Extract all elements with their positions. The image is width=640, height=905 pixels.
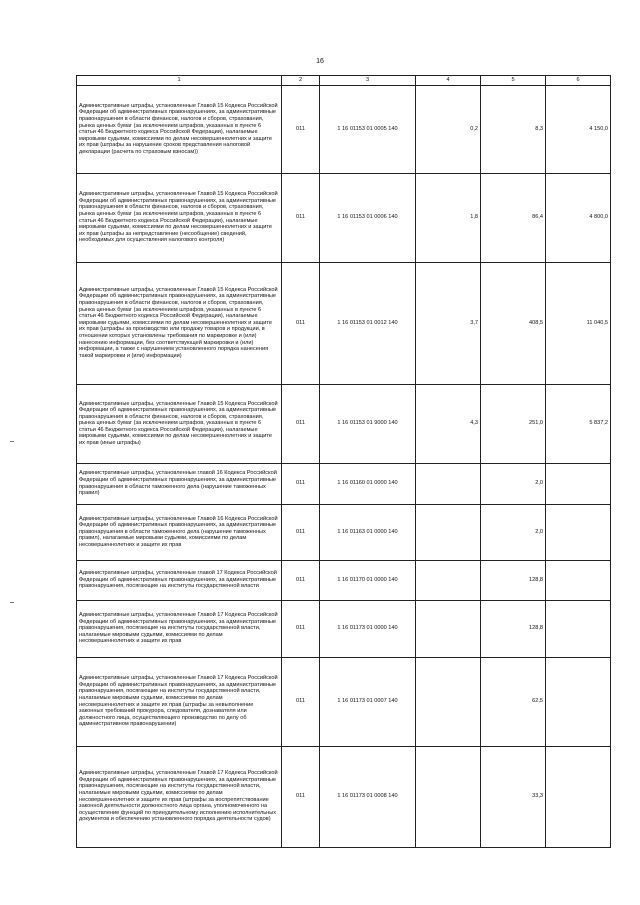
row-admin-code: 011 xyxy=(282,560,320,600)
row-description: Административные штрафы, установленные главой 17 Кодекса Российской Федерации об административных правонарушениях, за административные правонарушения, посягающие на институты государственной власти xyxy=(77,560,282,600)
row-col5: 408,5 xyxy=(481,262,546,384)
column-header: 4 xyxy=(416,76,481,86)
row-col6 xyxy=(546,600,611,657)
row-admin-code: 011 xyxy=(282,746,320,847)
row-col5: 8,3 xyxy=(481,85,546,173)
row-kbk-code: 1 16 01153 01 0006 140 xyxy=(320,173,416,262)
row-col4: 0,2 xyxy=(416,85,481,173)
row-description: Административные штрафы, установленные Главой 15 Кодекса Российской Федерации об административных правонарушениях, за административные правонарушения в области финансов, налогов и сборов, страхования, рынка ценных бумаг (за исключением штрафов, указанных в пункте 6 статьи 46 Бюджетного кодекса Российской Федерации), налагаемые мировыми судьями, комиссиями по делам несовершеннолетних и защите их прав (штрафы за производство или продажу товаров и продукции, в отношении которых установлены требования по маркировке и (или) нанесению информации, без соответствующей маркировки и (или) информации, а также с нарушением установленного порядка нанесения такой маркировки и (или) информации) xyxy=(77,262,282,384)
table-row xyxy=(77,173,611,262)
page-number: 16 xyxy=(316,58,324,65)
column-header: 2 xyxy=(282,76,320,86)
row-kbk-code: 1 16 01173 01 0007 140 xyxy=(320,657,416,746)
row-kbk-code: 1 16 01173 01 0000 140 xyxy=(320,600,416,657)
row-col4 xyxy=(416,600,481,657)
row-col6 xyxy=(546,560,611,600)
row-admin-code: 011 xyxy=(282,504,320,560)
row-description: Административные штрафы, установленные Главой 15 Кодекса Российской Федерации об административных правонарушениях, за административные правонарушения в области финансов, налогов и сборов, страхования, рынка ценных бумаг (за исключением штрафов, указанных в пункте 6 статьи 46 Бюджетного кодекса Российской Федерации), налагаемые мировыми судьями, комиссиями по делам несовершеннолетних и защите их прав (штрафы за непредставление (несообщение) сведений, необходимых для осуществления налогового контроля) xyxy=(77,173,282,262)
row-col5: 2,0 xyxy=(481,463,546,504)
table-header-row xyxy=(77,76,611,86)
row-col6: 5 837,2 xyxy=(546,384,611,463)
row-admin-code: 011 xyxy=(282,463,320,504)
column-header: 3 xyxy=(320,76,416,86)
row-description: Административные штрафы, установленные Главой 17 Кодекса Российской Федерации об административных правонарушениях, за административные правонарушения, посягающие на институты государственной власти, налагаемые мировыми судьями, комиссиями по делам несовершеннолетних и защите их прав xyxy=(77,600,282,657)
row-admin-code: 011 xyxy=(282,657,320,746)
row-col4: 3,7 xyxy=(416,262,481,384)
row-description: Административные штрафы, установленные Главой 17 Кодекса Российской Федерации об административных правонарушениях, за административные правонарушения, посягающие на институты государственной власти, налагаемые мировыми судьями, комиссиями по делам несовершеннолетних и защите их прав (штрафы за невыполнение законных требований прокурора, следователя, дознавателя или должностного лица, осуществляющего производство по делу об административном правонарушении) xyxy=(77,657,282,746)
table-row xyxy=(77,600,611,657)
column-header: 1 xyxy=(77,76,282,86)
row-col6: 4 800,0 xyxy=(546,173,611,262)
table-row xyxy=(77,85,611,173)
row-col5: 128,8 xyxy=(481,600,546,657)
row-col4 xyxy=(416,560,481,600)
row-col4 xyxy=(416,504,481,560)
row-col4: 1,8 xyxy=(416,173,481,262)
row-admin-code: 011 xyxy=(282,85,320,173)
table-row xyxy=(77,746,611,847)
row-col4 xyxy=(416,746,481,847)
row-col5: 128,8 xyxy=(481,560,546,600)
table-row xyxy=(77,504,611,560)
budget-table xyxy=(76,75,611,848)
table-row xyxy=(77,463,611,504)
column-header: 6 xyxy=(546,76,611,86)
row-kbk-code: 1 16 01153 01 0005 140 xyxy=(320,85,416,173)
row-col6: 11 040,5 xyxy=(546,262,611,384)
row-kbk-code: 1 16 01160 01 0000 140 xyxy=(320,463,416,504)
row-kbk-code: 1 16 01163 01 0000 140 xyxy=(320,504,416,560)
row-kbk-code: 1 16 01173 01 0008 140 xyxy=(320,746,416,847)
margin-mark xyxy=(10,441,14,442)
row-col6 xyxy=(546,463,611,504)
row-col4: 4,3 xyxy=(416,384,481,463)
row-description: Административные штрафы, установленные Главой 15 Кодекса Российской Федерации об административных правонарушениях, за административные правонарушения в области финансов, налогов и сборов, страхования, рынка ценных бумаг (за исключением штрафов, указанных в пункте 6 статьи 46 Бюджетного кодекса Российской Федерации), налагаемые мировыми судьями, комиссиями по делам несовершеннолетних и защите их прав (штрафы за нарушение сроков представления налоговой декларации (расчета по страховым взносам)) xyxy=(77,85,282,173)
table-row xyxy=(77,657,611,746)
row-col6: 4 150,0 xyxy=(546,85,611,173)
column-header: 5 xyxy=(481,76,546,86)
row-description: Административные штрафы, установленные Главой 15 Кодекса Российской Федерации об административных правонарушениях, за административные правонарушения в области финансов, налогов и сборов, страхования, рынка ценных бумаг (за исключением штрафов, указанных в пункте 6 статьи 46 Бюджетного кодекса Российской Федерации), налагаемые мировыми судьями, комиссиями по делам несовершеннолетних и защите их прав (иные штрафы) xyxy=(77,384,282,463)
table-row xyxy=(77,384,611,463)
row-kbk-code: 1 16 01153 01 9000 140 xyxy=(320,384,416,463)
row-col6 xyxy=(546,746,611,847)
row-admin-code: 011 xyxy=(282,173,320,262)
row-admin-code: 011 xyxy=(282,262,320,384)
row-col5: 86,4 xyxy=(481,173,546,262)
row-col5: 62,5 xyxy=(481,657,546,746)
row-col5: 2,0 xyxy=(481,504,546,560)
row-col6 xyxy=(546,504,611,560)
row-description: Административные штрафы, установленные главой 16 Кодекса Российской Федерации об административных правонарушениях, за административные правонарушения в области таможенного дела (нарушение таможенных правил) xyxy=(77,463,282,504)
table-row xyxy=(77,262,611,384)
row-description: Административные штрафы, установленные Главой 16 Кодекса Российской Федерации об административных правонарушениях, за административные правонарушения в области таможенного дела (нарушение таможенных правил), налагаемые мировыми судьями, комиссиями по делам несовершеннолетних и защите их прав xyxy=(77,504,282,560)
row-kbk-code: 1 16 01153 01 0012 140 xyxy=(320,262,416,384)
row-admin-code: 011 xyxy=(282,384,320,463)
row-kbk-code: 1 16 01170 01 0000 140 xyxy=(320,560,416,600)
row-col6 xyxy=(546,657,611,746)
row-col4 xyxy=(416,657,481,746)
row-col5: 251,0 xyxy=(481,384,546,463)
margin-mark xyxy=(10,602,14,603)
row-col5: 33,3 xyxy=(481,746,546,847)
row-admin-code: 011 xyxy=(282,600,320,657)
row-col4 xyxy=(416,463,481,504)
table-row xyxy=(77,560,611,600)
row-description: Административные штрафы, установленные Главой 17 Кодекса Российской Федерации об административных правонарушениях, за административные правонарушения, посягающие на институты государственной власти, налагаемые мировыми судьями, комиссиями по делам несовершеннолетних и защите их прав (штрафы за воспрепятствование законной деятельности должностного лица органа, уполномоченного на осуществление функций по принудительному исполнению исполнительных документов и обеспечению установленного порядка деятельности судов) xyxy=(77,746,282,847)
